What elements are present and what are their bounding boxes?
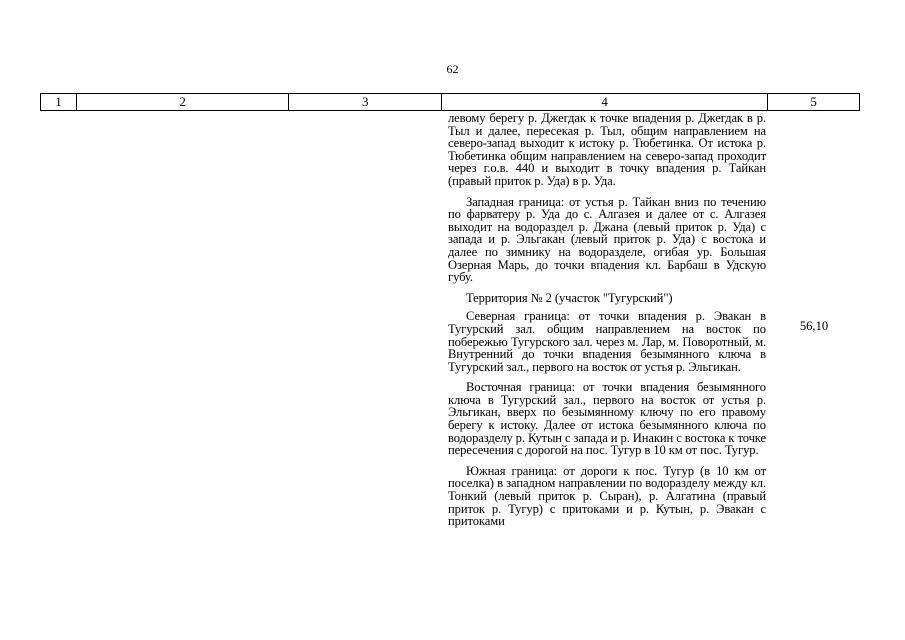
table-header-row (40, 93, 860, 111)
page-number: 62 (446, 62, 459, 76)
territory-heading: Территория № 2 (участок "Тугурский") (466, 290, 673, 305)
column-header-4: 4 (442, 94, 768, 110)
column-header-2: 2 (77, 94, 289, 110)
paragraph-northern-border: Северная граница: от точки впадения р. Эвакан в Тугурский зал. общим направлением на восток по побережью Тугурского зал. через м. Лар, м. Поворотный, м. Внутренний до точки впадения безымянного ключа в Тугурский зал., первого на восток от устья р. Эльгикан. (448, 309, 766, 374)
territory-area-value: 56,10 (799, 319, 829, 333)
column-header-1: 1 (41, 94, 77, 110)
paragraph-western-border: Западная граница: от устья р. Тайкан вниз по течению по фарватеру р. Уда до с. Алгазея и далее от с. Алгазея выходит на водораздел р. Джана (левый приток р. Уда) с запада и р. Эльгакан (левый приток р. Уда) с востока и далее по зимнику на водоразделе, огибая ур. Большая Озерная Марь, до точки впадения кл. Барбаш в Удскую губу. (448, 194, 766, 285)
paragraph-southern-border: Южная граница: от дороги к пос. Тугур (в 10 км от поселка) в западном направлении по водоразделу между кл. Тонкий (левый приток р. Сыран), р. Алгатина (правый приток р. Тугур) с притоками и р. Кутын, р. Эвакан с притоками (448, 463, 766, 529)
column-header-5: 5 (810, 94, 817, 109)
paragraph-continuation: левому берегу р. Джегдак к точке впадения р. Джегдак в р. Тыл и далее, пересекая р. Тыл, общим направлением на северо-запад выходит к истоку р. Тюбетинка. От истока р. Тюбетинка общим направлением на северо-запад проходит через г.о.в. 440 и выходит в точку впадения р. Тайкан (правый приток р. Уда) в р. Уда. (448, 111, 766, 188)
column-header-3: 3 (289, 94, 442, 110)
paragraph-eastern-border: Восточная граница: от точки впадения безымянного ключа в Тугурский зал., первого на восток от устья р. Эльгикан, вверх по безымянному ключу по его правому берегу к истоку. Далее от истока безымянного ключа по водоразделу р. Кутын с запада и р. Инакин с востока к точке пересечения с дорогой на пос. Тугур в 10 км от пос. Тугур. (448, 380, 766, 458)
column-4-text (448, 112, 766, 536)
